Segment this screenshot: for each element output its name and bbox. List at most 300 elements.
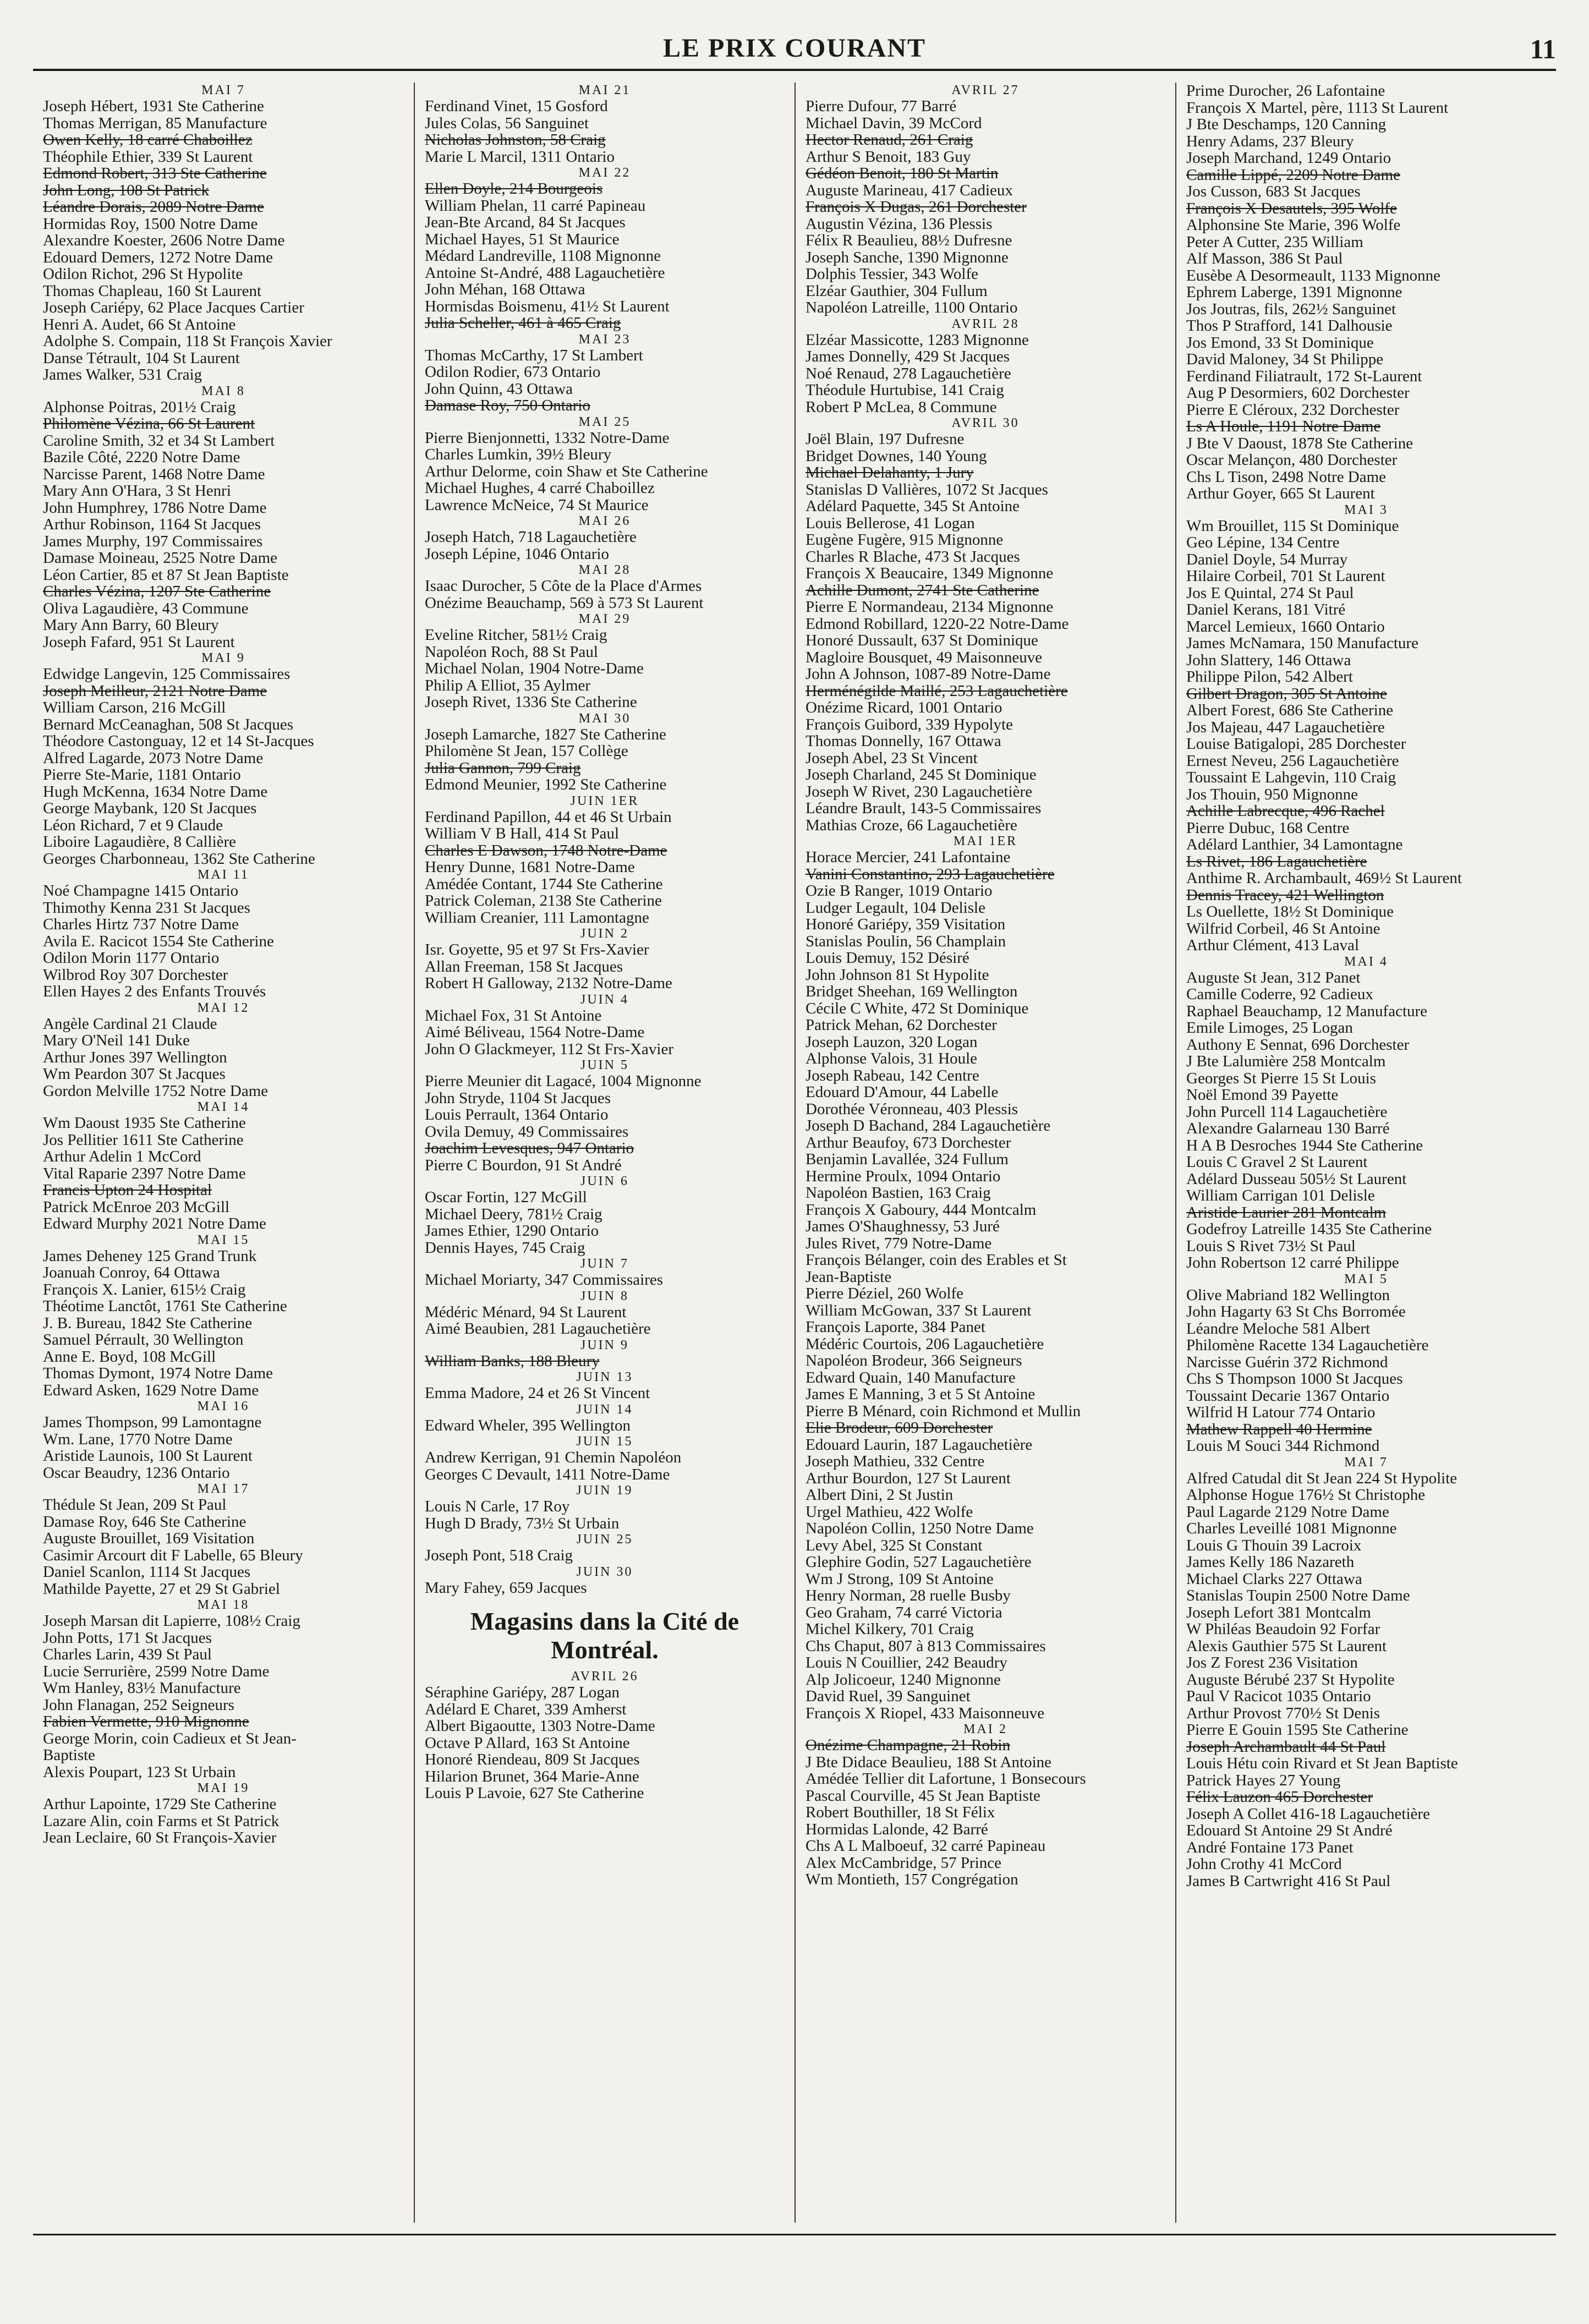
listing-entry: Michael Nolan, 1904 Notre-Dame <box>425 660 644 677</box>
listing-entry: Ferdinand Papillon, 44 et 46 St Urbain <box>425 808 672 825</box>
listing-entry: Bridget Downes, 140 Young <box>806 447 987 464</box>
listing-entry: Dennis Tracey, 421 Wellington <box>1186 886 1384 903</box>
listing-entry: Philippe Pilon, 542 Albert <box>1186 668 1353 686</box>
date-heading: AVRIL 27 <box>951 83 1020 97</box>
listing-entry: Pierre E Gouin 1595 Ste Catherine <box>1186 1722 1409 1739</box>
listing-entry: William Carson, 216 McGill <box>43 699 226 716</box>
listing-entry: Damase Roy, 646 Ste Catherine <box>43 1513 246 1530</box>
listing-entry: Chs Chaput, 807 à 813 Commissaires <box>806 1637 1046 1654</box>
listing-entry: Odilon Morin 1177 Ontario <box>43 950 220 967</box>
listing-entry: Michael Clarks 227 Ottawa <box>1186 1570 1362 1587</box>
listing-entry: Arthur Delorme, coin Shaw et Ste Catherine <box>425 463 708 480</box>
listing-entry: Pierre E Normandeau, 2134 Mignonne <box>806 599 1054 616</box>
listing-entry: Robert P McLea, 8 Commune <box>806 398 997 415</box>
listing-entry: Mathew Rappell 40 Hermine <box>1186 1421 1372 1438</box>
listing-entry: Wilfrid Corbeil, 46 St Antoine <box>1186 920 1380 937</box>
listing-entry: H A B Desroches 1944 Ste Catherine <box>1186 1137 1423 1154</box>
listing-entry: J. B. Bureau, 1842 Ste Catherine <box>43 1314 253 1331</box>
listing-entry: Charles Larin, 439 St Paul <box>43 1646 212 1663</box>
listing-entry: Elie Brodeur, 609 Dorchester <box>806 1419 993 1437</box>
listing-entry: John A Johnson, 1087-89 Notre-Dame <box>806 666 1051 683</box>
listing-entry: Marie L Marcil, 1311 Ontario <box>425 148 615 165</box>
listing-entry: Michel Kilkery, 701 Craig <box>806 1621 974 1638</box>
listing-entry: Edward Wheler, 395 Wellington <box>425 1417 631 1434</box>
listing-entry: Augustin Vézina, 136 Plessis <box>806 215 993 232</box>
listing-entry: Auguste Marineau, 417 Cadieux <box>806 182 1013 199</box>
listing-entry: François X Gaboury, 444 Montcalm <box>806 1201 1037 1218</box>
listing-entry: Ernest Neveu, 256 Lagauchetière <box>1186 752 1399 769</box>
listing-entry: James E Manning, 3 et 5 St Antoine <box>806 1386 1035 1403</box>
listing-entry: Hilarion Brunet, 364 Marie-Anne <box>425 1768 639 1785</box>
listing-entry: John Quinn, 43 Ottawa <box>425 380 573 397</box>
listing-entry: Herménégilde Maillé, 253 Lagauchetière <box>806 682 1068 699</box>
listing-entry: Ovila Demuy, 49 Commissaires <box>425 1123 629 1140</box>
listing-entry: Jean-Baptiste <box>806 1268 892 1285</box>
date-heading: AVRIL 26 <box>571 1669 639 1684</box>
listing-entry: Wm Brouillet, 115 St Dominique <box>1186 517 1399 534</box>
listing-entry: Jos Thouin, 950 Mignonne <box>1186 786 1358 803</box>
date-heading: JUIN 6 <box>580 1174 629 1188</box>
listing-entry: John Hagarty 63 St Chs Borromée <box>1186 1303 1406 1320</box>
listing-entry: Mary Ann O'Hara, 3 St Henri <box>43 483 231 500</box>
listing-entry: Thomas Donnelly, 167 Ottawa <box>806 733 1001 750</box>
listing-entry: Joseph Mathieu, 332 Centre <box>806 1453 985 1470</box>
listing-entry: Alexis Gauthier 575 St Laurent <box>1186 1637 1387 1654</box>
date-heading: MAI 17 <box>197 1482 250 1496</box>
listing-entry: John Slattery, 146 Ottawa <box>1186 651 1351 668</box>
listing-entry: Horace Mercier, 241 Lafontaine <box>806 849 1011 866</box>
listing-entry: Philomène Vézina, 66 St Laurent <box>43 415 255 432</box>
listing-entry: Joanuah Conroy, 64 Ottawa <box>43 1264 220 1281</box>
listing-entry: Charles Lumkin, 39½ Bleury <box>425 446 612 463</box>
listing-entry: Eveline Ritcher, 581½ Craig <box>425 627 607 644</box>
listing-entry: Henry Norman, 28 ruelle Busby <box>806 1587 1011 1604</box>
listing-entry: J Bte V Daoust, 1878 Ste Catherine <box>1186 435 1413 452</box>
listing-entry: Bernard McCeanaghan, 508 St Jacques <box>43 716 294 733</box>
listing-entry: Joseph Rivet, 1336 Ste Catherine <box>425 694 637 711</box>
date-heading: MAI 3 <box>1344 502 1388 517</box>
date-heading: MAI 11 <box>198 868 249 882</box>
listing-entry: James O'Shaughnessy, 53 Juré <box>806 1218 1000 1235</box>
date-heading: MAI 23 <box>578 332 631 347</box>
listing-entry: Lazare Alin, coin Farms et St Patrick <box>43 1812 280 1829</box>
listing-entry: Camille Coderre, 92 Cadieux <box>1186 986 1373 1003</box>
page-title: LE PRIX COURANT <box>662 34 927 63</box>
listing-entry: James Kelly 186 Nazareth <box>1186 1554 1355 1571</box>
listing-entry: Angèle Cardinal 21 Claude <box>43 1015 217 1032</box>
listing-entry: Mary Fahey, 659 Jacques <box>425 1579 587 1596</box>
listing-entry: Joseph D Bachand, 284 Lagauchetière <box>806 1117 1051 1134</box>
listing-entry: Joseph Rabeau, 142 Centre <box>806 1067 979 1084</box>
listing-entry: Pierre Bienjonnetti, 1332 Notre-Dame <box>425 429 670 446</box>
listing-entry: Ferdinand Vinet, 15 Gosford <box>425 98 608 115</box>
listing-entry: Hilaire Corbeil, 701 St Laurent <box>1186 568 1385 585</box>
listing-entry: Théodore Castonguay, 12 et 14 St-Jacques <box>43 733 314 750</box>
listing-entry: Paul V Racicot 1035 Ontario <box>1186 1688 1371 1705</box>
listing-entry: Eusèbe A Desormeault, 1133 Mignonne <box>1186 267 1441 284</box>
listing-entry: Odilon Rodier, 673 Ontario <box>425 364 601 381</box>
listing-entry: Hormisdas Boismenu, 41½ St Laurent <box>425 298 670 315</box>
listing-entry: John Flanagan, 252 Seigneurs <box>43 1696 234 1713</box>
date-heading: MAI 16 <box>197 1399 250 1413</box>
listing-entry: Hormidas Roy, 1500 Notre Dame <box>43 215 258 232</box>
listing-entry: Edmond Meunier, 1992 Ste Catherine <box>425 776 667 793</box>
listing-entry: Charles E Dawson, 1748 Notre-Dame <box>425 842 667 859</box>
listing-entry: William V B Hall, 414 St Paul <box>425 825 620 842</box>
listing-entry: Julia Scheller, 461 à 465 Craig <box>425 315 621 332</box>
listing-entry: Robert H Galloway, 2132 Notre-Dame <box>425 975 672 992</box>
listing-entry: Jos Cusson, 683 St Jacques <box>1186 183 1361 200</box>
listing-entry: Joseph Marsan dit Lapierre, 108½ Craig <box>43 1613 300 1630</box>
listing-entry: Léon Cartier, 85 et 87 St Jean Baptiste <box>43 566 289 583</box>
listing-entry: Théotime Lanctôt, 1761 Ste Catherine <box>43 1298 287 1315</box>
listing-entry: Marcel Lemieux, 1660 Ontario <box>1186 618 1385 635</box>
listing-entry: Auguste Bérubé 237 St Hypolite <box>1186 1671 1395 1688</box>
listing-entry: Patrick Hayes 27 Young <box>1186 1772 1341 1789</box>
listing-entry: Edouard D'Amour, 44 Labelle <box>806 1084 999 1101</box>
listing-entry: James Murphy, 197 Commissaires <box>43 533 263 550</box>
listing-entry: Edward Asken, 1629 Notre Dame <box>43 1382 259 1399</box>
listing-entry: Pierre C Bourdon, 91 St André <box>425 1156 622 1174</box>
listing-entry: Charles Hirtz 737 Notre Dame <box>43 916 239 933</box>
listing-entry: Adélard Dusseau 505½ St Laurent <box>1186 1170 1407 1187</box>
date-heading: JUIN 14 <box>576 1402 633 1417</box>
listing-entry: Henry Dunne, 1681 Notre-Dame <box>425 859 635 876</box>
listing-entry: Georges Charbonneau, 1362 Ste Catherine <box>43 850 315 867</box>
listing-entry: Magloire Bousquet, 49 Maisonneuve <box>806 649 1043 666</box>
listing-entry: Alphonse Hogue 176½ St Christophe <box>1186 1487 1426 1504</box>
listing-entry: Daniel Kerans, 181 Vitré <box>1186 601 1346 618</box>
listing-entry: Edwidge Langevin, 125 Commissaires <box>43 666 291 683</box>
listing-entry: Anthime R. Archambault, 469½ St Laurent <box>1186 870 1462 887</box>
date-heading: JUIN 25 <box>576 1532 633 1547</box>
listing-entry: George Morin, coin Cadieux et St Jean- <box>43 1730 297 1747</box>
listing-entry: George Maybank, 120 St Jacques <box>43 800 257 817</box>
listing-entry: Alf Masson, 386 St Paul <box>1186 250 1343 267</box>
listing-entry: Andrew Kerrigan, 91 Chemin Napoléon <box>425 1449 682 1466</box>
listing-entry: Onézime Champagne, 21 Robin <box>806 1737 1011 1754</box>
listing-entry: Alfred Lagarde, 2073 Notre Dame <box>43 749 264 766</box>
listing-entry: Paul Lagarde 2129 Notre Dame <box>1186 1503 1389 1520</box>
listing-entry: Elzéar Gauthier, 304 Fullum <box>806 282 988 299</box>
listing-entry: Liboire Lagaudière, 8 Callière <box>43 834 237 851</box>
listing-entry: Charles Vézina, 1207 Ste Catherine <box>43 583 271 600</box>
listing-entry: Anne E. Boyd, 108 McGill <box>43 1348 216 1365</box>
listing-entry: Auguste St Jean, 312 Panet <box>1186 969 1361 986</box>
listing-entry: Joseph Pont, 518 Craig <box>425 1547 573 1564</box>
listing-entry: François X Martel, père, 1113 St Laurent <box>1186 99 1449 116</box>
listing-entry: Ephrem Laberge, 1391 Mignonne <box>1186 284 1402 301</box>
listing-entry: Vanini Constantino, 293 Lagauchetière <box>806 865 1055 883</box>
listing-entry: Edouard Demers, 1272 Notre Dame <box>43 249 273 266</box>
listing-entry: Damase Moineau, 2525 Notre Dame <box>43 550 278 567</box>
listing-entry: Dennis Hayes, 745 Craig <box>425 1239 585 1256</box>
listing-entry: Jos Pellitier 1611 Ste Catherine <box>43 1131 244 1148</box>
listing-entry: Prime Durocher, 26 Lafontaine <box>1186 83 1385 100</box>
listing-entry: Gordon Melville 1752 Notre Dame <box>43 1082 269 1099</box>
page-number: 11 <box>1530 34 1556 64</box>
listing-entry: Pierre Dufour, 77 Barré <box>806 98 957 115</box>
listing-entry: Hugh McKenna, 1634 Notre Dame <box>43 783 268 800</box>
listing-entry: James Deheney 125 Grand Trunk <box>43 1247 257 1264</box>
listing-entry: Joseph Meilleur, 2121 Notre Dame <box>43 682 267 699</box>
listing-entry: Ozie B Ranger, 1019 Ontario <box>806 883 993 900</box>
listing-entry: Alphonse Poitras, 201½ Craig <box>43 398 236 415</box>
listing-entry: Benjamin Lavallée, 324 Fullum <box>806 1151 1009 1168</box>
listing-entry: Arthur Bourdon, 127 St Laurent <box>806 1470 1011 1487</box>
listing-entry: Louis Perrault, 1364 Ontario <box>425 1106 609 1123</box>
date-heading: AVRIL 28 <box>951 316 1020 331</box>
listing-entry: Patrick Mehan, 62 Dorchester <box>806 1017 997 1034</box>
listing-entry: Pierre Meunier dit Lagacé, 1004 Mignonne <box>425 1073 702 1090</box>
listing-entry: Edward Murphy 2021 Notre Dame <box>43 1215 266 1232</box>
listing-entry: Léandre Meloche 581 Albert <box>1186 1320 1371 1337</box>
listing-entry: Isr. Goyette, 95 et 97 St Frs-Xavier <box>425 941 649 958</box>
listing-entry: William McGowan, 337 St Laurent <box>806 1302 1032 1319</box>
listing-entry: François X Beaucaire, 1349 Mignonne <box>806 565 1054 582</box>
listing-entry: Francis Upton 24 Hospital <box>43 1182 212 1199</box>
listing-entry: Ls Rivet, 186 Lagauchetière <box>1186 853 1367 870</box>
date-heading: JUIN 15 <box>576 1434 633 1449</box>
listing-entry: Arthur Clément, 413 Laval <box>1186 937 1360 954</box>
date-heading: MAI 29 <box>578 612 631 626</box>
listing-entry: Geo Lépine, 134 Centre <box>1186 534 1340 551</box>
listing-entry: William Banks, 188 Bleury <box>425 1352 600 1369</box>
listing-entry: François Bélanger, coin des Erables et St <box>806 1252 1067 1269</box>
date-heading: AVRIL 30 <box>951 416 1020 430</box>
column-2 <box>414 83 795 2223</box>
date-heading: MAI 7 <box>201 83 245 97</box>
listing-entry: John O Glackmeyer, 112 St Frs-Xavier <box>425 1040 674 1057</box>
listing-entry: Joseph W Rivet, 230 Lagauchetière <box>806 783 1033 800</box>
listing-entry: Achille Dumont, 2741 Ste Catherine <box>806 582 1039 599</box>
listing-entry: Joseph A Collet 416-18 Lagauchetière <box>1186 1805 1430 1822</box>
date-heading: JUIN 4 <box>580 992 629 1007</box>
listing-entry: Jos E Quintal, 274 St Paul <box>1186 584 1354 601</box>
listing-entry: Joseph Hatch, 718 Lagauchetière <box>425 529 637 546</box>
listing-entry: Séraphine Gariépy, 287 Logan <box>425 1684 620 1701</box>
listing-entry: Godefroy Latreille 1435 Ste Catherine <box>1186 1221 1432 1238</box>
listing-entry: François Guibord, 339 Hypolyte <box>806 716 1013 733</box>
date-heading: MAI 7 <box>1344 1455 1388 1470</box>
date-heading: MAI 12 <box>197 1000 250 1015</box>
listing-entry: Levy Abel, 325 St Constant <box>806 1537 983 1554</box>
listing-entry: James McNamara, 150 Manufacture <box>1186 635 1418 652</box>
listing-entry: Arthur Beaufoy, 673 Dorchester <box>806 1134 1011 1151</box>
listing-entry: André Fontaine 173 Panet <box>1186 1839 1354 1856</box>
date-heading: MAI 9 <box>201 651 245 665</box>
listing-entry: Narcisse Guérin 372 Richmond <box>1186 1353 1388 1371</box>
date-heading: MAI 28 <box>578 563 631 577</box>
listing-entry: Stanislas Poulin, 56 Champlain <box>806 933 1006 950</box>
date-heading: MAI 25 <box>578 414 631 429</box>
section-heading: Magasins dans la Cité de Montréal. <box>470 1607 739 1664</box>
listing-entry: Patrick McEnroe 203 McGill <box>43 1198 230 1215</box>
listing-entry: Wm J Strong, 109 St Antoine <box>806 1570 994 1587</box>
listing-entry: John Long, 108 St Patrick <box>43 182 210 199</box>
listing-entry: Joseph Fafard, 951 St Laurent <box>43 633 235 650</box>
listing-entry: Théophile Ethier, 339 St Laurent <box>43 148 253 165</box>
listing-entry: Médéric Courtois, 206 Lagauchetière <box>806 1335 1044 1352</box>
listing-entry: Louis S Rivet 73½ St Paul <box>1186 1237 1356 1254</box>
listing-entry: Napoléon Roch, 88 St Paul <box>425 643 598 660</box>
listing-entry: Pierre Déziel, 260 Wolfe <box>806 1285 964 1302</box>
listing-entry: Camille Lippé, 2209 Notre Dame <box>1186 166 1400 183</box>
listing-entry: Thomas Dymont, 1974 Notre Dame <box>43 1365 273 1382</box>
listing-entry: Hormidas Lalonde, 42 Barré <box>806 1821 988 1838</box>
listing-entry: Arthur Jones 397 Wellington <box>43 1049 227 1066</box>
listing-entry: Jos Emond, 33 St Dominique <box>1186 334 1374 351</box>
listing-entry: François Laporte, 384 Panet <box>806 1319 985 1336</box>
listing-entry: Julia Gannon, 799 Craig <box>425 759 581 776</box>
listing-entry: Arthur Robinson, 1164 St Jacques <box>43 516 261 533</box>
date-heading: JUIN 30 <box>576 1564 633 1579</box>
date-heading: JUIN 1ER <box>570 793 639 808</box>
listing-entry: Louis Bellerose, 41 Logan <box>806 514 975 531</box>
listing-entry: John Méhan, 168 Ottawa <box>425 281 585 298</box>
listing-entry: Napoléon Bastien, 163 Craig <box>806 1185 991 1202</box>
listing-entry: Hector Renaud, 261 Craig <box>806 131 973 149</box>
listing-entry: Félix R Beaulieu, 88½ Dufresne <box>806 232 1012 249</box>
listing-entry: James Donnelly, 429 St Jacques <box>806 348 1010 365</box>
listing-entry: John Stryde, 1104 St Jacques <box>425 1089 611 1106</box>
listing-entry: Michael Deery, 781½ Craig <box>425 1205 602 1223</box>
listing-entry: Owen Kelly, 18 carré Chaboillez <box>43 131 253 149</box>
listing-entry: Robert Bouthiller, 18 St Félix <box>806 1804 995 1821</box>
listing-entry: Michael Davin, 39 McCord <box>806 114 982 131</box>
listing-entry: Félix Lauzon 465 Dorchester <box>1186 1789 1373 1806</box>
listing-entry: Thos P Strafford, 141 Dalhousie <box>1186 317 1393 335</box>
listing-entry: Aimé Béliveau, 1564 Notre-Dame <box>425 1024 645 1041</box>
column-3 <box>795 83 1175 2223</box>
listing-entry: Honoré Gariépy, 359 Visitation <box>806 916 1006 933</box>
listing-entry: Adélard Paquette, 345 St Antoine <box>806 498 1020 515</box>
listing-entry: Danse Tétrault, 104 St Laurent <box>43 349 240 366</box>
listing-entry: Geo Graham, 74 carré Victoria <box>806 1604 1002 1621</box>
listing-entry: Chs S Thompson 1000 St Jacques <box>1186 1371 1403 1388</box>
listing-entry: James Thompson, 99 Lamontagne <box>43 1414 262 1431</box>
listing-entry: William Carrigan 101 Delisle <box>1186 1187 1375 1204</box>
listing-entry: Albert Forest, 686 Ste Catherine <box>1186 702 1394 719</box>
listing-entry: Peter A Cutter, 235 William <box>1186 233 1363 250</box>
listing-entry: Thédule St Jean, 209 St Paul <box>43 1497 227 1514</box>
listing-entry: Achille Labrecque, 496 Rachel <box>1186 803 1385 820</box>
date-heading: MAI 21 <box>578 83 631 97</box>
listing-entry: Michael Moriarty, 347 Commissaires <box>425 1271 664 1289</box>
listing-entry: Alexandre Koester, 2606 Notre Dame <box>43 232 285 249</box>
listing-entry: David Ruel, 39 Sanguinet <box>806 1688 971 1705</box>
listing-entry: Urgel Mathieu, 422 Wolfe <box>806 1503 973 1520</box>
listing-entry: Isaac Durocher, 5 Côte de la Place d'Armes <box>425 578 702 595</box>
listing-entry: François X Desautels, 395 Wolfe <box>1186 200 1397 217</box>
listing-entry: Joseph Lauzon, 320 Logan <box>806 1033 978 1050</box>
listing-entry: Jos Z Forest 236 Visitation <box>1186 1654 1358 1671</box>
listing-entry: Charles Leveillé 1081 Mignonne <box>1186 1520 1397 1537</box>
listing-entry: François X Dugas, 261 Dorchester <box>806 199 1027 216</box>
listing-entry: Louis C Gravel 2 St Laurent <box>1186 1154 1368 1171</box>
listing-entry: James Walker, 531 Craig <box>43 366 202 383</box>
listing-entry: Jean Leclaire, 60 St François-Xavier <box>43 1829 277 1846</box>
listing-entry: Thimothy Kenna 231 St Jacques <box>43 899 250 916</box>
listing-entry: Edward Quain, 140 Manufacture <box>806 1369 1016 1386</box>
listing-entry: William Phelan, 11 carré Papineau <box>425 197 646 214</box>
date-heading: MAI 18 <box>197 1598 250 1612</box>
listing-entry: Alphonsine Ste Marie, 396 Wolfe <box>1186 217 1401 234</box>
listing-entry: Jos Majeau, 447 Lagauchetière <box>1186 719 1385 736</box>
listing-entry: Antoine St-André, 488 Lagauchetière <box>425 264 665 281</box>
listing-entry: Cécile C White, 472 St Dominique <box>806 1000 1029 1017</box>
listing-entry: Gilbert Dragon, 305 St Antoine <box>1186 685 1387 702</box>
listing-entry: Léandre Dorais, 2089 Notre Dame <box>43 199 264 216</box>
listing-entry: Oscar Melançon, 480 Dorchester <box>1186 452 1398 469</box>
listing-entry: Toussaint E Lahgevin, 110 Craig <box>1186 769 1396 786</box>
date-heading: MAI 2 <box>963 1722 1007 1736</box>
listing-entry: Ludger Legault, 104 Delisle <box>806 899 985 916</box>
listing-entry: Ellen Doyle, 214 Bourgeois <box>425 180 603 198</box>
listing-entry: Louis Demuy, 152 Désiré <box>806 950 969 967</box>
listing-entry: Philip A Elliot, 35 Aylmer <box>425 677 591 694</box>
listing-entry: Joseph Sanche, 1390 Mignonne <box>806 249 1009 266</box>
date-heading: JUIN 5 <box>580 1058 629 1072</box>
listing-entry: Henri A. Audet, 66 St Antoine <box>43 316 236 333</box>
date-heading: MAI 14 <box>197 1100 250 1114</box>
listing-entry: John Robertson 12 carré Philippe <box>1186 1254 1399 1271</box>
listing-entry: Hugh D Brady, 73½ St Urbain <box>425 1515 620 1532</box>
listing-entry: Caroline Smith, 32 et 34 St Lambert <box>43 432 275 449</box>
listing-entry: Napoléon Latreille, 1100 Ontario <box>806 299 1018 316</box>
listing-entry: Napoléon Collin, 1250 Notre Dame <box>806 1520 1034 1537</box>
listing-entry: Dorothée Véronneau, 403 Plessis <box>806 1100 1018 1117</box>
listing-entry: Louis M Souci 344 Richmond <box>1186 1438 1380 1455</box>
listing-entry: Arthur Adelin 1 McCord <box>43 1148 201 1165</box>
listing-entry: William Creanier, 111 Lamontagne <box>425 909 649 926</box>
listing-entry: Oscar Beaudry, 1236 Ontario <box>43 1464 230 1481</box>
listing-entry: Pierre E Cléroux, 232 Dorchester <box>1186 401 1400 418</box>
listing-entry: Arthur S Benoit, 183 Guy <box>806 148 971 165</box>
listing-entry: Philomène Racette 134 Lagauchetière <box>1186 1337 1429 1354</box>
listing-entry: Louise Batigalopi, 285 Dorchester <box>1186 736 1406 753</box>
listing-entry: Glephire Godin, 527 Lagauchetière <box>806 1554 1032 1571</box>
listing-entry: Joseph Lépine, 1046 Ontario <box>425 545 610 562</box>
listing-entry: Adolphe S. Compain, 118 St François Xavier <box>43 333 332 350</box>
listing-entry: Joël Blain, 197 Dufresne <box>806 431 965 448</box>
listing-entry: Alphonse Valois, 31 Houle <box>806 1050 978 1067</box>
listing-entry: Octave P Allard, 163 St Antoine <box>425 1734 630 1751</box>
listing-entry: Daniel Scanlon, 1114 St Jacques <box>43 1564 251 1581</box>
listing-entry: John Crothy 41 McCord <box>1186 1856 1342 1873</box>
listing-entry: Joseph Abel, 23 St Vincent <box>806 749 978 766</box>
listing-entry: J Bte Deschamps, 120 Canning <box>1186 116 1387 133</box>
date-heading: JUIN 2 <box>580 927 629 941</box>
listing-entry: Narcisse Parent, 1468 Notre Dame <box>43 465 265 483</box>
listing-entry: Elzéar Massicotte, 1283 Mignonne <box>806 331 1029 348</box>
listing-entry: Amédée Tellier dit Lafortune, 1 Bonsecours <box>806 1771 1086 1788</box>
listing-entry: Chs A L Malboeuf, 32 carré Papineau <box>806 1838 1046 1855</box>
listing-entry: Wm Hanley, 83½ Manufacture <box>43 1680 241 1697</box>
listing-entry: Louis N Couillier, 242 Beaudry <box>806 1654 1007 1671</box>
date-heading: MAI 1ER <box>953 834 1018 848</box>
listing-entry: Georges St Pierre 15 St Louis <box>1186 1070 1377 1087</box>
listing-entry: W Philéas Beaudoin 92 Forfar <box>1186 1621 1380 1638</box>
listing-entry: Vital Raparie 2397 Notre Dame <box>43 1165 246 1182</box>
listing-entry: Ferdinand Filiatrault, 172 St-Laurent <box>1186 368 1422 385</box>
listing-entry: Mathilde Payette, 27 et 29 St Gabriel <box>43 1580 280 1597</box>
listing-entry: Arthur Lapointe, 1729 Ste Catherine <box>43 1796 277 1813</box>
listing-entry: Aristide Laurier 281 Montcalm <box>1186 1204 1387 1221</box>
listing-entry: Baptiste <box>43 1747 96 1764</box>
listing-entry: Théodule Hurtubise, 141 Craig <box>806 382 1004 399</box>
listing-entry: Lucie Serrurière, 2599 Notre Dame <box>43 1663 270 1680</box>
